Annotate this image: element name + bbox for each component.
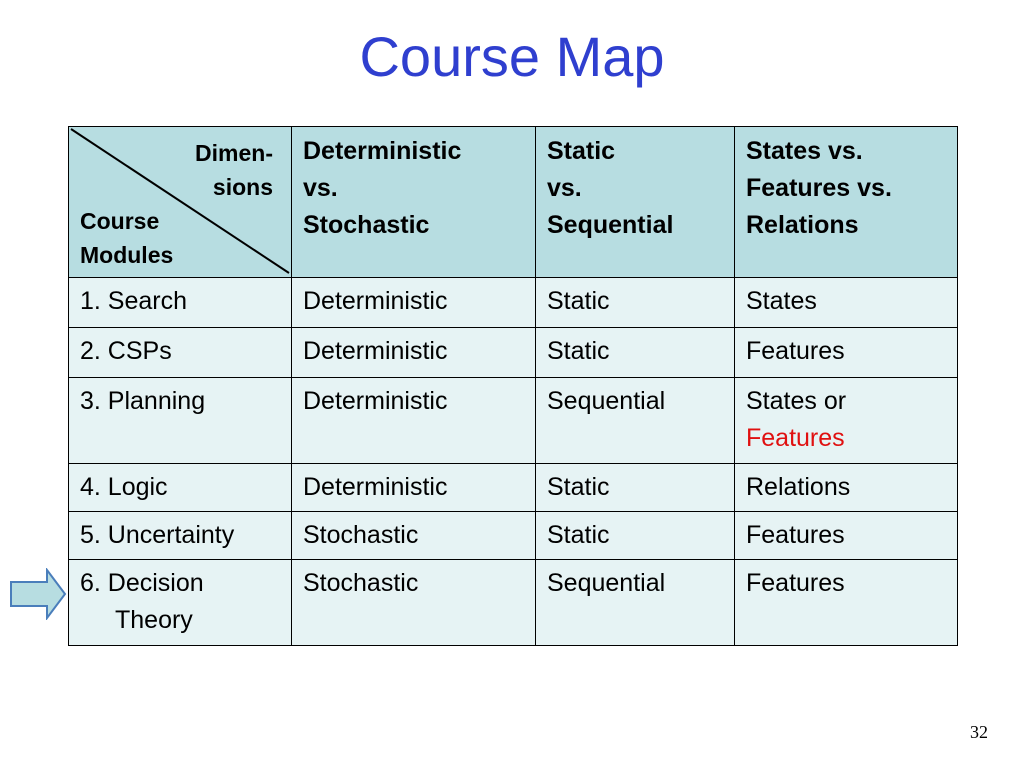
header-line: Stochastic [303, 211, 430, 239]
module-cell: 5. Uncertainty [69, 512, 292, 560]
course-map-table [68, 126, 958, 646]
representation-cell: Features [735, 512, 958, 560]
header-line: Sequential [547, 211, 674, 239]
sequentiality-cell: Static [536, 328, 735, 378]
module-cell: 4. Logic [69, 464, 292, 512]
representation-line: Features [746, 424, 845, 452]
header-line: Static [547, 137, 616, 165]
table-row [69, 512, 958, 560]
table-row [69, 560, 958, 646]
module-cell: 3. Planning [69, 378, 292, 464]
right-arrow-icon [9, 568, 67, 620]
sequentiality-cell: Static [536, 512, 735, 560]
determinism-cell: Deterministic [292, 378, 536, 464]
header-line: Relations [746, 211, 859, 239]
representation-cell: States [735, 278, 958, 328]
table-header-row [69, 127, 958, 278]
table-row [69, 464, 958, 512]
sequentiality-cell: Sequential [536, 378, 735, 464]
dimensions-label-line2: sions [212, 174, 273, 200]
modules-label-line1: Course [80, 208, 160, 234]
determinism-cell: Stochastic [292, 560, 536, 646]
module-line: 6. Decision [80, 569, 204, 597]
sequentiality-cell: Static [536, 464, 735, 512]
representation-line: States or [746, 387, 847, 415]
corner-header-cell [69, 127, 292, 278]
module-cell [69, 560, 292, 646]
header-sequentiality [536, 127, 735, 278]
header-determinism [292, 127, 536, 278]
header-line: vs. [303, 174, 338, 202]
determinism-cell: Stochastic [292, 512, 536, 560]
table-row [69, 328, 958, 378]
header-representation [735, 127, 958, 278]
header-line: Deterministic [303, 137, 462, 165]
representation-cell: Features [735, 328, 958, 378]
determinism-cell: Deterministic [292, 328, 536, 378]
module-cell: 1. Search [69, 278, 292, 328]
header-line: Features vs. [746, 174, 892, 202]
determinism-cell: Deterministic [292, 278, 536, 328]
page-number: 32 [970, 722, 988, 742]
header-line: vs. [547, 174, 582, 202]
modules-label-line2: Modules [80, 242, 174, 268]
module-cell: 2. CSPs [69, 328, 292, 378]
slide-title: Course Map [359, 25, 665, 88]
dimensions-label-line1: Dimen- [195, 140, 273, 166]
representation-cell: Relations [735, 464, 958, 512]
table-row [69, 378, 958, 464]
module-line-continued: Theory [115, 606, 193, 634]
module-line [80, 602, 281, 639]
sequentiality-cell: Static [536, 278, 735, 328]
representation-cell [735, 378, 958, 464]
representation-cell: Features [735, 560, 958, 646]
header-line: States vs. [746, 137, 863, 165]
determinism-cell: Deterministic [292, 464, 536, 512]
table-row [69, 278, 958, 328]
sequentiality-cell: Sequential [536, 560, 735, 646]
